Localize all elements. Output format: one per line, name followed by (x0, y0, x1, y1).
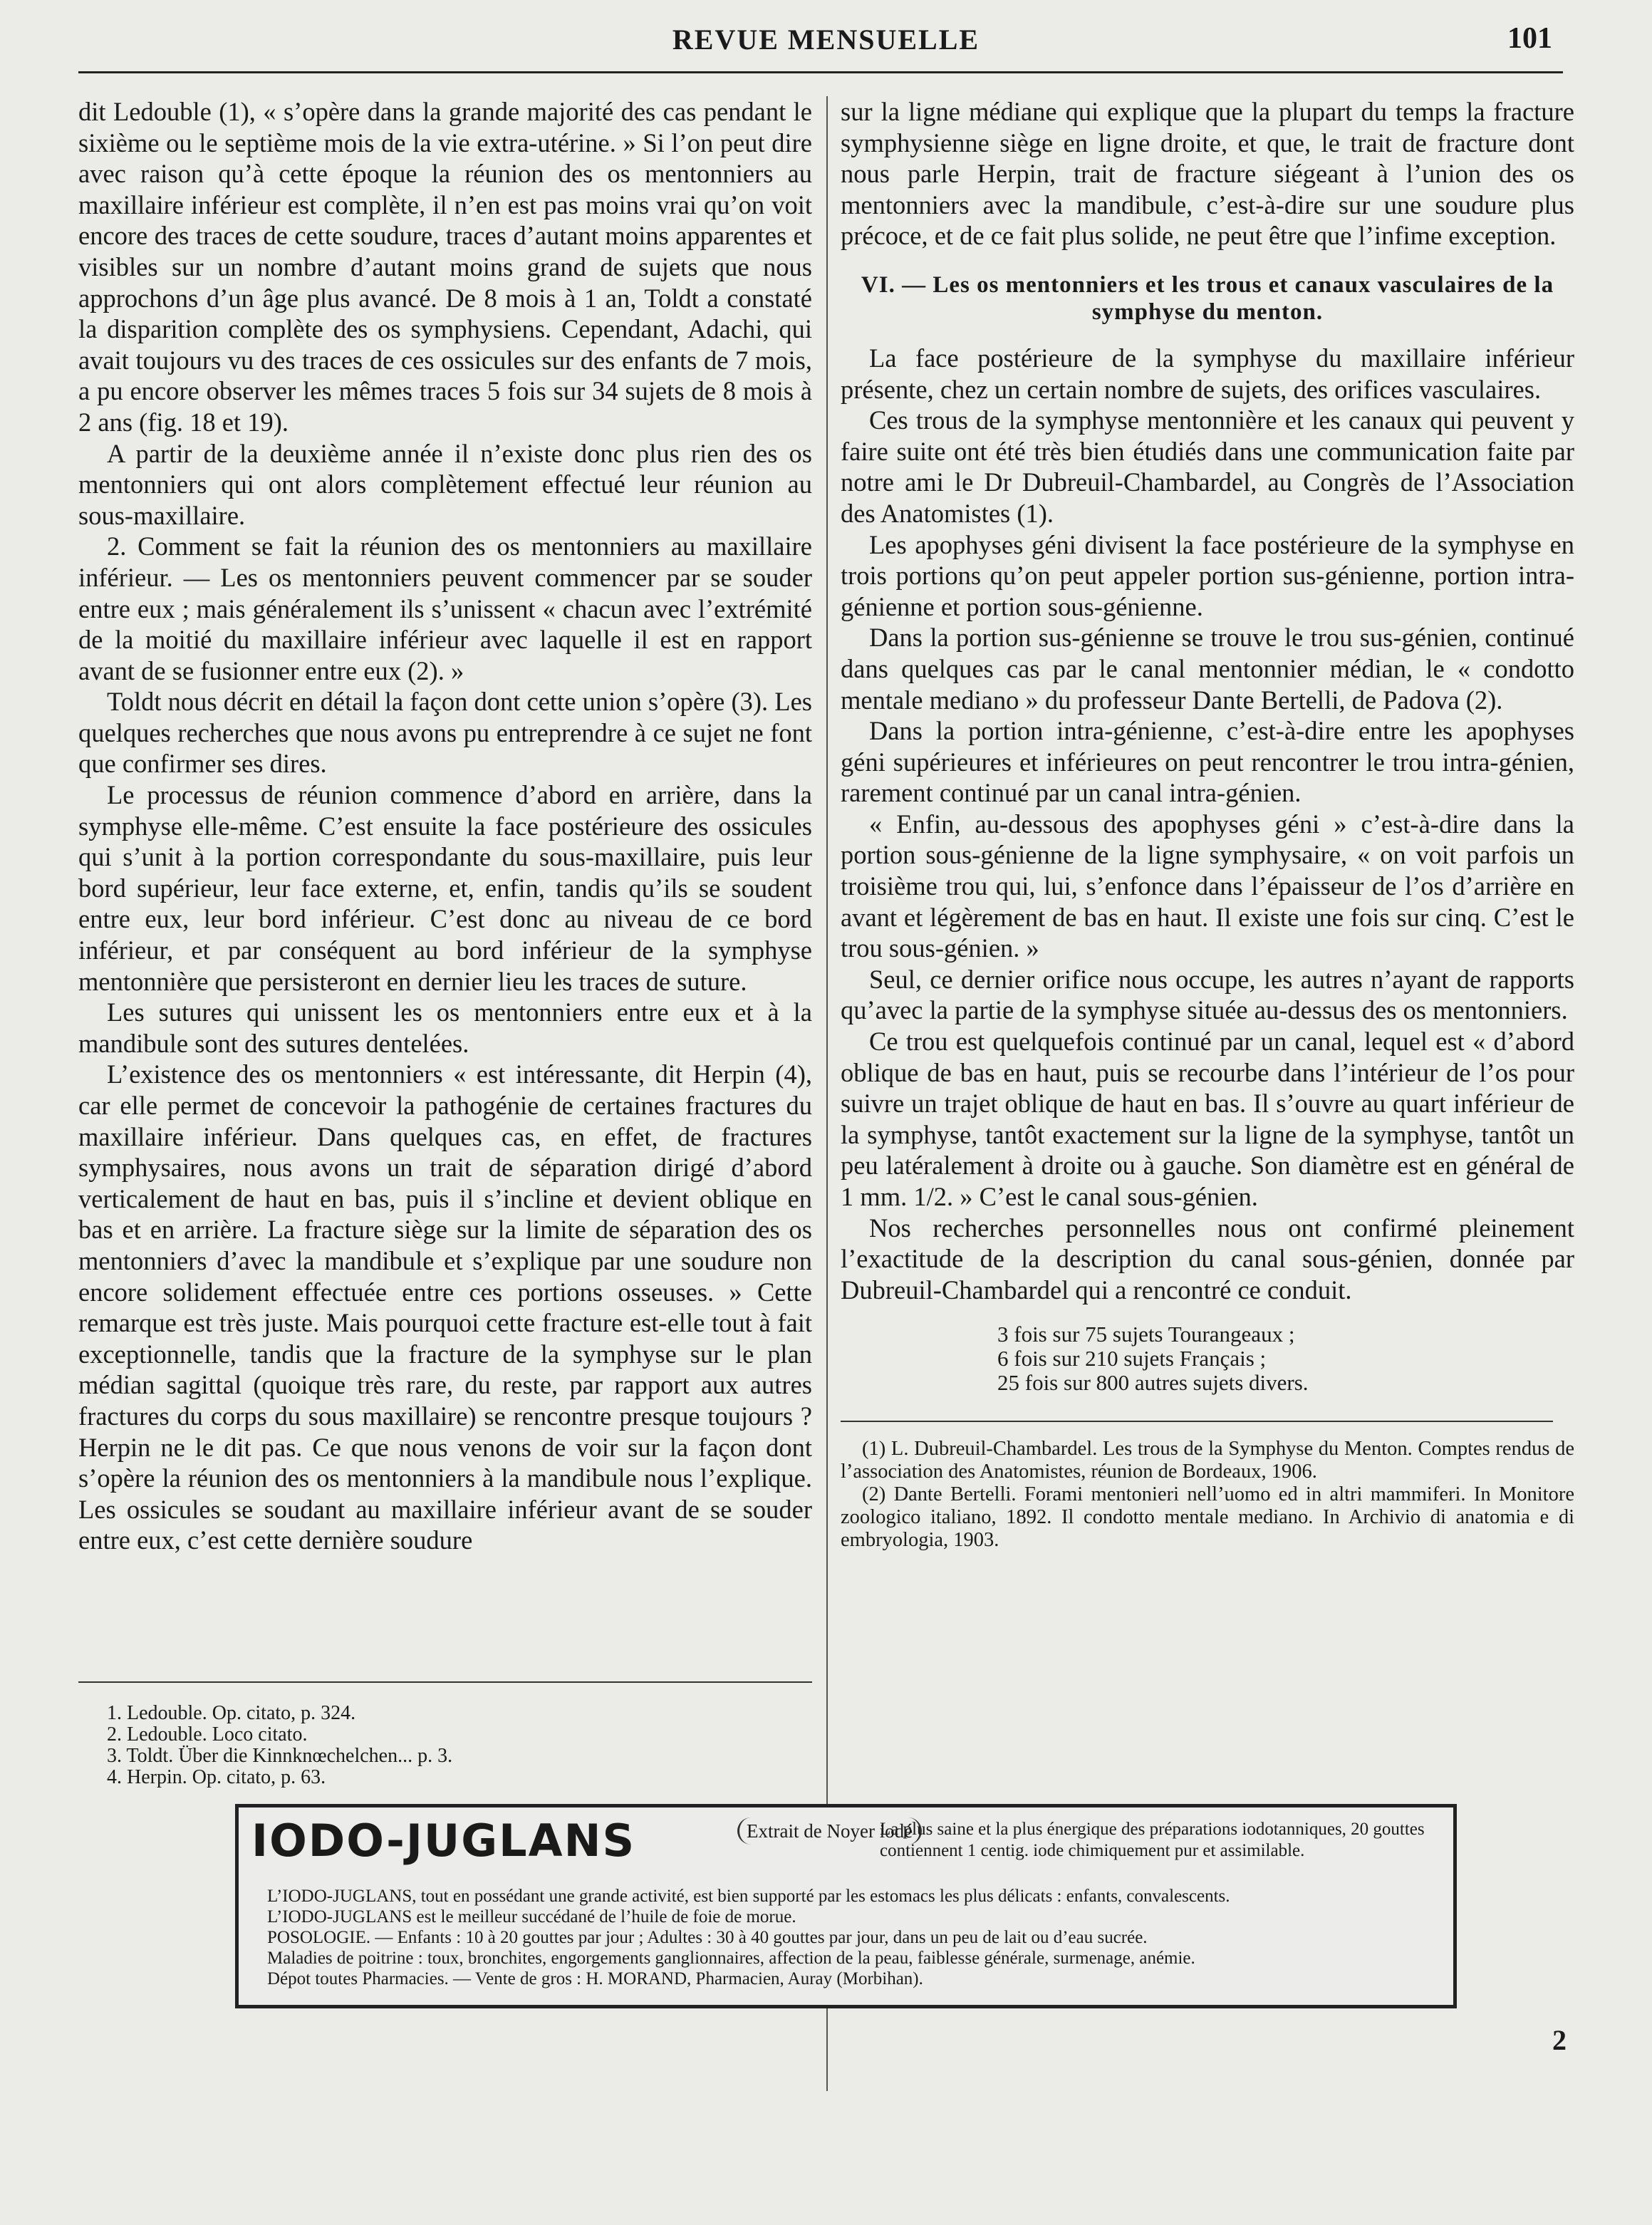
paragraph: Les sutures qui unissent les os mentonniers entre eux et à la mandibule sont des sutures dentelées. (78, 997, 812, 1058)
paragraph: « Enfin, au-dessous des apophyses géni » c’est-à-dire dans la portion sous-génienne de la ligne symphysaire, « on voit parfois un troisième trou qui, lui, s’enfonce dans l’épaisseur de l’os d’arrière en avant et légèrement de bas en haut. Il existe une fois sur cinq. C’est le trou sous-génien. » (841, 809, 1574, 963)
paragraph: La face postérieure de la symphyse du maxillaire inférieur présente, chez un certain nombre de sujets, des orifices vasculaires. (841, 343, 1574, 404)
paragraph: Nos recherches personnelles nous ont confirmé pleinement l’exactitude de la description du canal sous-génien, donnée par Dubreuil-Chambardel qui a rencontré ce conduit. (841, 1213, 1574, 1305)
paragraph: Seul, ce dernier orifice nous occupe, les autres n’ayant de rapports qu’avec la partie de la symphyse située au-dessus des os mentonniers. (841, 964, 1574, 1025)
page-number: 101 (1507, 22, 1552, 55)
paragraph: Ce trou est quelquefois continué par un canal, lequel est « d’abord oblique de bas en haut, puis se recourbe dans l’intérieur de l’os pour suivre un trajet oblique de haut en bas. Il s’ouvre au quart inférieur de la symphyse, tantôt exactement sur la ligne de la symphyse, tantôt un peu latéralement à droite ou à gauche. Son diamètre est en général de 1 mm. 1/2. » C’est le canal sous-génien. (841, 1027, 1574, 1211)
paragraph: Le processus de réunion commence d’abord en arrière, dans la symphyse elle-même. C’est ensuite la face postérieure des ossicules qui s’unit à la portion correspondante du sous-maxillaire, puis leur bord supérieur, leur face externe, et, enfin, tandis qu’ils se soudent entre eux, leur bord inférieur. C’est donc au niveau de ce bord inférieur, et par conséquent au bord inférieur de la symphyse mentonnière que persisteront en dernier lieu les traces de suture. (78, 780, 812, 996)
ad-tagline: La plus saine et la plus énergique des préparations iodotanniques, 20 gouttes contiennent 1 centig. iode chimiquement pur et assimilable. (880, 1820, 1425, 1860)
footnote: 4. Herpin. Op. citato, p. 63. (107, 1766, 326, 1788)
signature-mark: 2 (1552, 2024, 1567, 2056)
right-column (841, 96, 1574, 1552)
paragraph: Dans la portion intra-génienne, c’est-à-dire entre les apophyses géni supérieures et inférieures on peut rencontrer le trou intra-génien, rarement continué par un canal intra-génien. (841, 716, 1574, 808)
paragraph: Ces trous de la symphyse mentonnière et les canaux qui peuvent y faire suite ont été très bien étudiés dans une communication faite par notre ami le Dr Dubreuil-Chambardel, au Congrès de l’Association des Anatomistes (1). (841, 405, 1574, 528)
footnote-rule (841, 1421, 1553, 1422)
paragraph: Toldt nous décrit en détail la façon dont cette union s’opère (3). Les quelques recherches que nous avons pu entreprendre à ce sujet ne font que confirmer ses dires. (78, 687, 812, 779)
paragraph: sur la ligne médiane qui explique que la plupart du temps la fracture symphysienne siège en ligne droite, et que, le trait de fracture dont nous parle Herpin, trait de fracture siégeant à l’union des os mentonniers avec la mandibule, c’est-à-dire sur une soudure plus précoce, et de ce fait plus solide, ne peut être que l’infime exception. (841, 97, 1574, 251)
statistic-line: 25 fois sur 800 autres sujets divers. (997, 1370, 1309, 1396)
right-footnotes (841, 1438, 1574, 1552)
footnote: 3. Toldt. Über die Kinnknœchelchen... p. 3. (107, 1745, 453, 1767)
section-heading: VI. — Les os mentonniers et les trous et canaux vasculaires de la symphyse du menton. (861, 271, 1554, 325)
paragraph: Les apophyses géni divisent la face postérieure de la symphyse en trois portions qu’on peut appeler portion sus-génienne, portion intra-génienne et portion sous-génienne. (841, 529, 1574, 621)
ad-line: Dépot toutes Pharmacies. — Vente de gros : H. MORAND, Pharmacien, Auray (Morbihan). (267, 1969, 923, 1988)
footnote: 1. Ledouble. Op. citato, p. 324. (107, 1702, 356, 1724)
footnote: 2. Ledouble. Loco citato. (107, 1723, 308, 1746)
footnote: (2) Dante Bertelli. Forami mentonieri nell’uomo ed in altri mammiferi. In Monitore zoologico italiano, 1892. Il condotto mentale mediano. In Archivio di anatomia e di embryologia, 1903. (841, 1483, 1574, 1552)
ad-line: Maladies de poitrine : toux, bronchites, engorgements ganglionnaires, affection de la peau, faiblesse générale, surmenage, anémie. (267, 1949, 1195, 1968)
paragraph: L’existence des os mentonniers « est intéressante, dit Herpin (4), car elle permet de concevoir la pathogénie de certaines fractures du maxillaire inférieur. Dans quelques cas, en effet, de fractures symphysaires, nous avons un trait de séparation dirigé d’abord verticalement de haut en bas, puis il s’incline et devient oblique en bas et en arrière. La fracture siège sur la limite de séparation des os mentonniers d’avec la mandibule et s’explique par une soudure non encore solidement effectuée entre ces portions osseuses. » Cette remarque est très juste. Mais pourquoi cette fracture est-elle tout à fait exceptionnelle, tandis que la fracture de la symphyse sur le plan médian sagittal (quoique très rare, du reste, par rapport aux autres fractures du corps du sous maxillaire) se rencontre presque toujours ? Herpin ne le dit pas. Ce que nous venons de voir sur la façon dont s’opère la réunion des os mentonniers à la mandibule nous l’explique. Les ossicules se soudant au maxillaire inférieur avant de se souder entre eux, c’est cette dernière soudure (78, 1059, 812, 1555)
footnote: (1) L. Dubreuil-Chambardel. Les trous de la Symphyse du Menton. Comptes rendus de l’association des Anatomistes, réunion de Bordeaux, 1906. (841, 1438, 1574, 1483)
statistic-line: 3 fois sur 75 sujets Tourangeaux ; (997, 1322, 1295, 1347)
left-footnotes (107, 1703, 748, 1788)
header-rule (78, 71, 1563, 73)
paragraph: dit Ledouble (1), « s’opère dans la grande majorité des cas pendant le sixième ou le septième mois de la vie extra-utérine. » Si l’on peut dire avec raison qu’à cette époque la réunion des os mentonniers au maxillaire inférieur est complète, il n’en est pas moins vrai qu’on voit encore des traces de cette soudure, traces d’autant moins apparentes et visibles sur un nombre d’autant moins grand de sujets que nous approchons d’un âge plus avancé. De 8 mois à 1 an, Toldt a constaté la disparition complète des os symphysiens. Cependant, Adachi, qui avait toujours vu des traces de ces ossicules sur des enfants de 7 mois, a pu encore observer les mêmes traces 5 fois sur 34 sujets de 8 mois à 2 ans (fig. 18 et 19). (78, 97, 812, 437)
paragraph: A partir de la deuxième année il n’existe donc plus rien des os mentonniers qui ont alors complètement effectué leur réunion au sous-maxillaire. (78, 438, 812, 530)
column-divider (826, 96, 828, 2091)
ad-extrait-label: Extrait de Noyer iodé (737, 1817, 922, 1845)
advertisement-box (235, 1804, 1457, 2008)
ad-brand: IODO-JUGLANS (251, 1815, 636, 1867)
ad-line: L’IODO-JUGLANS est le meilleur succédané de l’huile de foie de morue. (267, 1907, 796, 1926)
journal-title: REVUE MENSUELLE (672, 24, 980, 56)
running-header (78, 20, 1574, 60)
statistics-list (997, 1322, 1574, 1395)
paragraph: Dans la portion sus-génienne se trouve le trou sus-génien, continué dans quelques cas par le canal mentonnier médian, le « condotto mentale mediano » du professeur Dante Bertelli, de Padova (2). (841, 623, 1574, 715)
footnote-rule (78, 1681, 812, 1683)
paragraph: 2. Comment se fait la réunion des os mentonniers au maxillaire inférieur. — Les os mentonniers peuvent commencer par se souder entre eux ; mais généralement ils s’unissent « chacun avec l’extrémité de la moitié du maxillaire inférieur avec laquelle il est en rapport avant de se fusionner entre eux (2). » (78, 531, 812, 685)
statistic-line: 6 fois sur 210 sujets Français ; (997, 1346, 1267, 1371)
ad-body (267, 1886, 1443, 1989)
ad-line: POSOLOGIE. — Enfants : 10 à 20 gouttes par jour ; Adultes : 30 à 40 gouttes par jour, dans un peu de lait ou d’eau sucrée. (267, 1928, 1148, 1947)
left-column (78, 96, 812, 1556)
ad-line: L’IODO-JUGLANS, tout en possédant une grande activité, est bien supporté par les estomacs les plus délicats : enfants, convalescents. (267, 1887, 1230, 1906)
